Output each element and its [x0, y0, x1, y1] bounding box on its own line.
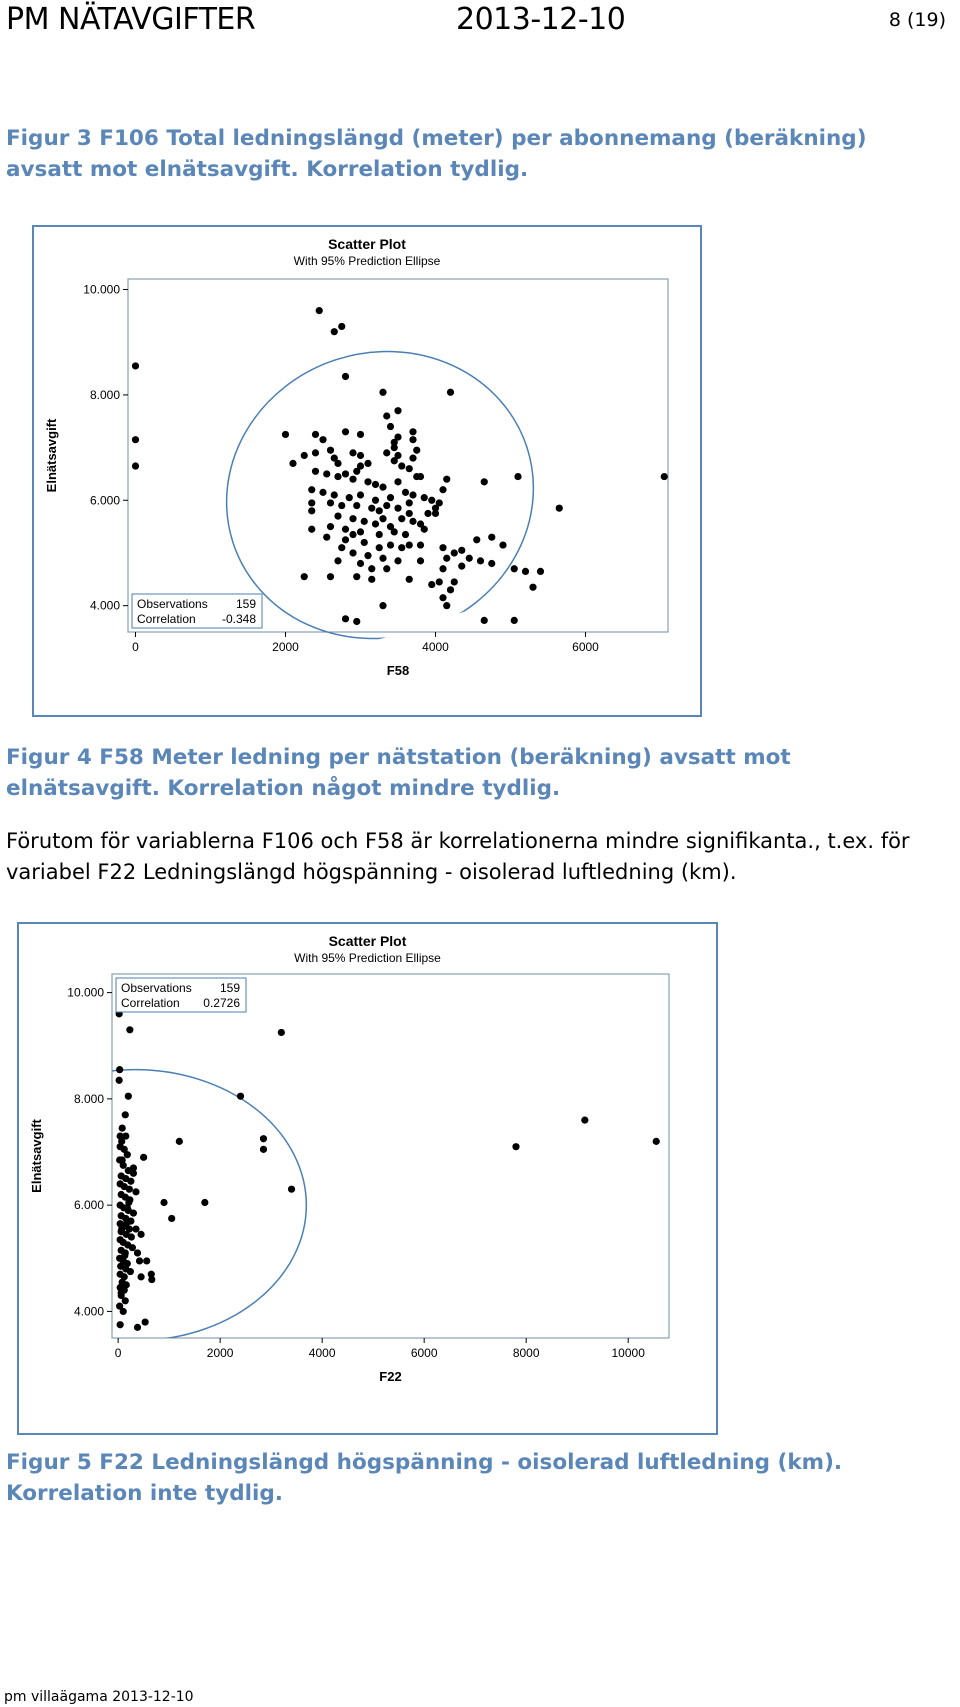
data-point: [428, 581, 435, 588]
data-point: [364, 478, 371, 485]
data-point: [334, 460, 341, 467]
data-point: [136, 1257, 143, 1264]
data-point: [349, 515, 356, 522]
data-point: [481, 617, 488, 624]
data-point: [308, 507, 315, 514]
data-point: [331, 491, 338, 498]
data-point: [312, 431, 319, 438]
figure-4-scatter-plot: [32, 225, 702, 717]
data-point: [417, 473, 424, 480]
data-point: [379, 602, 386, 609]
data-point: [661, 473, 668, 480]
data-point: [443, 555, 450, 562]
data-point: [342, 615, 349, 622]
y-tick-label: 4.000: [89, 598, 120, 613]
data-point: [406, 541, 413, 548]
data-point: [409, 518, 416, 525]
data-point: [394, 407, 401, 414]
data-point: [379, 389, 386, 396]
data-point: [439, 486, 446, 493]
data-point: [379, 555, 386, 562]
data-point: [406, 510, 413, 517]
data-point: [409, 491, 416, 498]
data-point: [353, 502, 360, 509]
data-point: [349, 549, 356, 556]
data-point: [323, 534, 330, 541]
data-point: [379, 484, 386, 491]
data-point: [402, 531, 409, 538]
data-point: [288, 1186, 295, 1193]
x-tick-label: 2000: [272, 640, 299, 654]
data-point: [383, 449, 390, 456]
data-point: [451, 578, 458, 585]
chart-title: Scatter Plot: [328, 933, 407, 949]
observations-label: Observations: [121, 981, 192, 995]
correlation-value: -0.348: [221, 612, 256, 626]
data-point: [127, 1268, 134, 1275]
data-point: [130, 1170, 137, 1177]
x-tick-label: 6000: [410, 1346, 438, 1360]
chart-subtitle: With 95% Prediction Ellipse: [293, 254, 441, 268]
data-point: [383, 502, 390, 509]
data-point: [379, 515, 386, 522]
data-point: [308, 526, 315, 533]
document-title: PM NÄTAVGIFTER: [6, 2, 256, 37]
y-tick-label: 6.000: [89, 493, 120, 508]
data-point: [327, 523, 334, 530]
data-point: [421, 526, 428, 533]
data-point: [537, 568, 544, 575]
page-footer: pm villaägama 2013-12-10: [4, 1689, 194, 1705]
data-point: [126, 1026, 133, 1033]
y-tick-label: 6.000: [73, 1198, 104, 1213]
figure-5-scatter-plot: [17, 922, 718, 1435]
scatter-plot-f22: [19, 924, 716, 1433]
data-point: [451, 549, 458, 556]
data-point: [361, 518, 368, 525]
figure-5-caption: Figur 5 F22 Ledningslängd högspänning - oisolerad luftledning (km). Korrelation inte tydlig.: [6, 1450, 843, 1506]
data-point: [402, 489, 409, 496]
data-point: [132, 362, 139, 369]
data-point: [140, 1154, 147, 1161]
data-point: [119, 1156, 126, 1163]
data-point: [132, 1188, 139, 1195]
data-point: [413, 447, 420, 454]
data-point: [134, 1324, 141, 1331]
data-point: [357, 431, 364, 438]
data-point: [312, 468, 319, 475]
data-point: [124, 1151, 131, 1158]
chart-subtitle: With 95% Prediction Ellipse: [294, 951, 441, 965]
x-tick-label: 4000: [308, 1346, 336, 1360]
data-point: [334, 473, 341, 480]
data-point: [301, 452, 308, 459]
data-point: [137, 1231, 144, 1238]
figure-4-caption: Figur 4 F58 Meter ledning per nätstation (beräkning) avsatt mot elnätsavgift. Korrelation något mindre tydlig.: [6, 745, 791, 801]
data-point: [319, 436, 326, 443]
data-point: [514, 473, 521, 480]
data-point: [346, 494, 353, 501]
data-point: [406, 499, 413, 506]
data-point: [132, 1225, 139, 1232]
data-point: [443, 476, 450, 483]
y-axis-label: Elnätsavgift: [44, 418, 59, 493]
data-point: [447, 586, 454, 593]
data-point: [129, 1244, 136, 1251]
data-point: [357, 560, 364, 567]
data-point: [137, 1273, 144, 1280]
scatter-plot-f58: [34, 227, 700, 715]
data-point: [349, 476, 356, 483]
data-point: [394, 505, 401, 512]
data-point: [349, 449, 356, 456]
plot-area-frame: [112, 974, 669, 1338]
data-point: [376, 507, 383, 514]
data-point: [278, 1029, 285, 1036]
data-point: [338, 544, 345, 551]
data-point: [368, 565, 375, 572]
data-point: [331, 328, 338, 335]
data-point: [421, 494, 428, 501]
data-point: [148, 1276, 155, 1283]
data-point: [126, 1186, 133, 1193]
data-point: [473, 536, 480, 543]
data-point: [176, 1138, 183, 1145]
data-point: [357, 452, 364, 459]
data-point: [398, 515, 405, 522]
data-point: [334, 512, 341, 519]
data-point: [168, 1215, 175, 1222]
data-point: [282, 431, 289, 438]
data-point: [132, 462, 139, 469]
data-point: [424, 510, 431, 517]
correlation-label: Correlation: [137, 612, 196, 626]
data-point: [488, 560, 495, 567]
data-point: [160, 1199, 167, 1206]
data-point: [409, 436, 416, 443]
data-point: [458, 563, 465, 570]
chart-title: Scatter Plot: [328, 236, 406, 252]
data-point: [511, 617, 518, 624]
observations-label: Observations: [137, 597, 208, 611]
data-point: [398, 544, 405, 551]
data-point: [316, 307, 323, 314]
data-point: [447, 389, 454, 396]
data-point: [364, 552, 371, 559]
data-point: [372, 497, 379, 504]
x-tick-label: 10000: [611, 1346, 645, 1360]
data-point: [466, 555, 473, 562]
data-point: [481, 478, 488, 485]
data-point: [353, 468, 360, 475]
x-tick-label: 8000: [512, 1346, 540, 1360]
data-point: [323, 470, 330, 477]
data-point: [116, 1077, 123, 1084]
data-point: [132, 436, 139, 443]
data-point: [128, 1233, 135, 1240]
figure-3-caption: Figur 3 F106 Total ledningslängd (meter) per abonnemang (beräkning) avsatt mot elnätsavgift. Korrelation tydlig.: [6, 126, 867, 182]
data-point: [349, 531, 356, 538]
data-point: [417, 557, 424, 564]
data-point: [338, 502, 345, 509]
data-point: [368, 576, 375, 583]
data-point: [116, 1066, 123, 1073]
data-point: [436, 499, 443, 506]
data-point: [511, 565, 518, 572]
data-point: [458, 547, 465, 554]
data-point: [387, 541, 394, 548]
data-point: [143, 1257, 150, 1264]
x-tick-label: 0: [114, 1346, 122, 1360]
data-point: [308, 499, 315, 506]
y-tick-label: 4.000: [73, 1304, 104, 1319]
data-point: [130, 1210, 137, 1217]
data-point: [394, 557, 401, 564]
data-point: [477, 557, 484, 564]
data-point: [118, 1289, 125, 1296]
data-point: [123, 1220, 130, 1227]
x-tick-label: 0: [132, 640, 139, 654]
data-point: [125, 1093, 132, 1100]
data-point: [342, 526, 349, 533]
y-tick-label: 8.000: [89, 387, 120, 402]
data-point: [134, 1249, 141, 1256]
data-point: [119, 1125, 126, 1132]
data-point: [260, 1146, 267, 1153]
x-axis-label: F22: [379, 1369, 402, 1384]
data-point: [417, 541, 424, 548]
data-point: [581, 1117, 588, 1124]
data-point: [394, 478, 401, 485]
data-point: [117, 1321, 124, 1328]
data-point: [312, 449, 319, 456]
data-point: [391, 528, 398, 535]
data-point: [383, 412, 390, 419]
data-point: [428, 497, 435, 504]
data-point: [334, 557, 341, 564]
data-point: [327, 447, 334, 454]
data-point: [353, 573, 360, 580]
data-point: [488, 534, 495, 541]
data-point: [387, 494, 394, 501]
document-date: 2013-12-10: [456, 2, 626, 37]
data-point: [260, 1135, 267, 1142]
data-point: [522, 568, 529, 575]
data-point: [327, 573, 334, 580]
data-point: [391, 444, 398, 451]
data-point: [289, 460, 296, 467]
data-point: [361, 539, 368, 546]
data-point: [364, 460, 371, 467]
data-point: [406, 576, 413, 583]
data-point: [439, 594, 446, 601]
data-point: [432, 510, 439, 517]
data-point: [439, 565, 446, 572]
data-point: [357, 528, 364, 535]
data-point: [338, 323, 345, 330]
page-number: 8 (19): [888, 9, 946, 31]
data-point: [409, 455, 416, 462]
data-point: [409, 428, 416, 435]
data-point: [436, 578, 443, 585]
data-point: [368, 505, 375, 512]
data-point: [499, 541, 506, 548]
correlation-value: 0.2726: [203, 996, 240, 1010]
data-point: [376, 531, 383, 538]
data-point: [372, 481, 379, 488]
y-axis-label: Elnätsavgift: [29, 1119, 44, 1193]
body-paragraph: Förutom för variablerna F106 och F58 är korrelationerna mindre signifikanta., t.ex. för variabel F22 Ledningslängd högspänning - oisolerad luftledning (km).: [6, 829, 910, 884]
data-point: [529, 584, 536, 591]
y-tick-label: 10.000: [83, 282, 120, 297]
data-point: [117, 1132, 124, 1139]
data-point: [387, 423, 394, 430]
data-point: [201, 1199, 208, 1206]
data-point: [512, 1143, 519, 1150]
data-point: [342, 428, 349, 435]
data-point: [142, 1318, 149, 1325]
data-point: [308, 486, 315, 493]
data-point: [394, 433, 401, 440]
data-point: [125, 1199, 132, 1206]
data-point: [439, 544, 446, 551]
data-point: [443, 602, 450, 609]
data-point: [342, 536, 349, 543]
data-point: [653, 1138, 660, 1145]
data-point: [327, 499, 334, 506]
data-point: [357, 491, 364, 498]
data-point: [127, 1178, 134, 1185]
x-tick-label: 4000: [422, 640, 449, 654]
data-point: [342, 373, 349, 380]
observations-value: 159: [219, 981, 240, 995]
data-point: [406, 465, 413, 472]
data-point: [122, 1297, 129, 1304]
data-point: [383, 565, 390, 572]
data-point: [122, 1111, 129, 1118]
y-tick-label: 10.000: [67, 985, 104, 1000]
data-point: [301, 573, 308, 580]
correlation-label: Correlation: [121, 996, 180, 1010]
data-point: [342, 470, 349, 477]
x-axis-label: F58: [386, 663, 410, 678]
x-tick-label: 2000: [206, 1346, 234, 1360]
data-point: [237, 1093, 244, 1100]
data-point: [556, 505, 563, 512]
data-point: [319, 489, 326, 496]
data-point: [120, 1308, 127, 1315]
data-point: [394, 452, 401, 459]
data-point: [398, 462, 405, 469]
data-point: [121, 1252, 128, 1259]
data-point: [353, 618, 360, 625]
data-point: [372, 520, 379, 527]
x-tick-label: 6000: [572, 640, 599, 654]
y-tick-label: 8.000: [73, 1091, 104, 1106]
observations-value: 159: [235, 597, 256, 611]
data-point: [376, 544, 383, 551]
